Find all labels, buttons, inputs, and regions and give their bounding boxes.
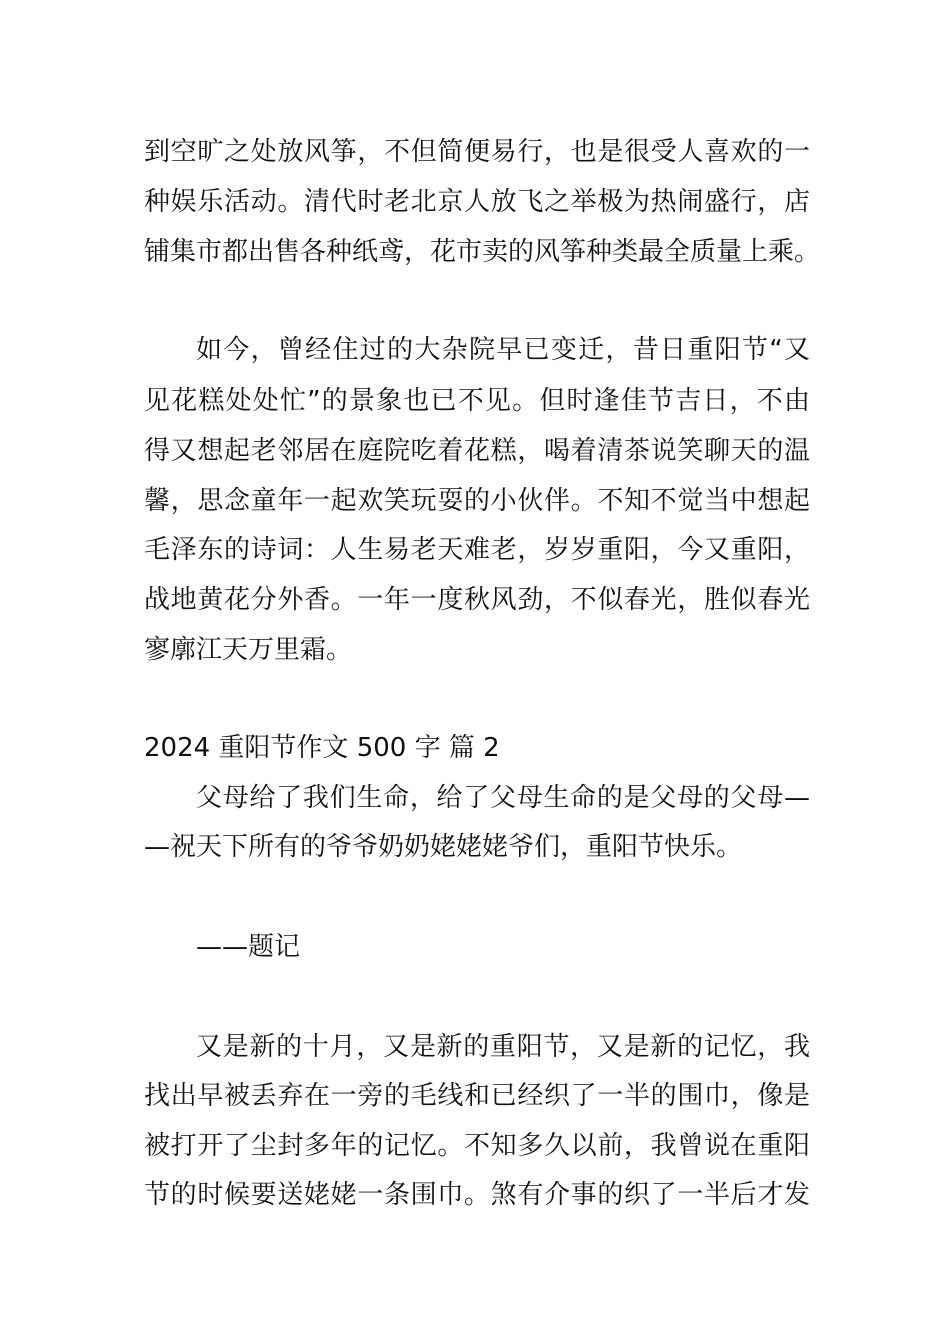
paragraph-2-line-4: 馨，思念童年一起欢笑玩耍的小伙伴。不知不觉当中想起 [144, 486, 810, 516]
paragraph-4-line-3: 被打开了尘封多年的记忆。不知多久以前，我曾说在重阳 [144, 1131, 810, 1161]
paragraph-1-line-1: 到空旷之处放风筝，不但简便易行，也是很受人喜欢的一 [144, 137, 810, 167]
paragraph-2-line-2: 见花糕处处忙”的景象也已不见。但时逢佳节吉日，不由 [144, 386, 810, 416]
paragraph-2-line-5: 毛泽东的诗词：人生易老天难老，岁岁重阳，今又重阳， [144, 535, 810, 565]
paragraph-3-line-1: 父母给了我们生命，给了父母生命的是父母的父母— [196, 783, 810, 813]
paragraph-3-line-2: —祝天下所有的爷爷奶奶姥姥姥爷们，重阳节快乐。 [144, 832, 743, 862]
paragraph-4-line-1: 又是新的十月，又是新的重阳节，又是新的记忆，我 [196, 1032, 810, 1062]
paragraph-2-line-6: 战地黄花分外香。一年一度秋风劲，不似春光，胜似春光 [144, 585, 810, 615]
epigraph-attribution: ——题记 [196, 932, 301, 962]
paragraph-1-line-2: 种娱乐活动。清代时老北京人放飞之举极为热闹盛行，店 [144, 187, 810, 217]
paragraph-4-line-2: 找出早被丢弃在一旁的毛线和已经织了一半的围巾，像是 [144, 1081, 810, 1111]
paragraph-2-line-7: 寥廓江天万里霜。 [144, 635, 353, 665]
paragraph-1-line-3: 铺集市都出售各种纸鸢，花市卖的风筝种类最全质量上乘。 [144, 237, 821, 267]
paragraph-2-line-1: 如今，曾经住过的大杂院早已变迁，昔日重阳节“又 [196, 335, 810, 365]
paragraph-4-line-4: 节的时候要送姥姥一条围巾。煞有介事的织了一半后才发 [144, 1180, 810, 1210]
section-heading: 2024 重阳节作文 500 字 篇 2 [144, 733, 500, 763]
paragraph-2-line-3: 得又想起老邻居在庭院吃着花糕，喝着清茶说笑聊天的温 [144, 436, 810, 466]
